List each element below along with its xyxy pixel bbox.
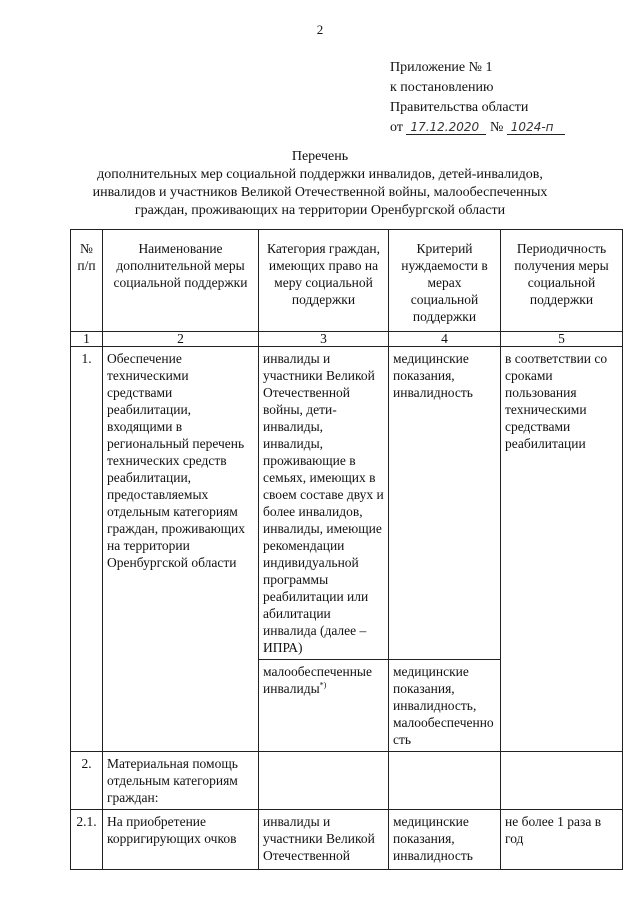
column-number: 3 [259,332,389,347]
document-title [60,148,580,220]
header-cell-criterion: Критерий нуждаемости в мерах социальной поддержки [389,230,501,332]
category-cell [259,660,389,752]
criterion-cell: медицинские показания, инвалидность, малообеспеченность [389,660,501,752]
measure-name-cell: На приобретение корригирующих очков [103,810,259,870]
category-cell: инвалиды и участники Великой Отечественной [259,810,389,870]
header-cell-category: Категория граждан, имеющих право на меру социальной поддержки [259,230,389,332]
row-number: 2.1. [71,810,103,870]
handwritten-date: 17.12.2020 [406,120,486,135]
column-number: 1 [71,332,103,347]
header-cell-period: Периодичность получения меры социальной поддержки [501,230,623,332]
annex-block [390,58,565,138]
title-line-2: дополнительных мер социальной поддержки инвалидов, детей-инвалидов, [97,167,543,182]
column-number: 2 [103,332,259,347]
title-line-1: Перечень [291,149,349,164]
table-row [71,810,623,870]
row-number: 1. [71,347,103,752]
header-cell-num: № п/п [71,230,103,332]
criterion-cell [389,752,501,810]
period-cell: не более 1 раза в год [501,810,623,870]
handwritten-number: 1024-п [507,120,565,135]
criterion-cell: медицинские показания, инвалидность [389,810,501,870]
period-cell [501,752,623,810]
measure-name-cell: Обеспечение техническими средствами реабилитации, входящими в региональный перечень технических средств реабилитации, предоставляемых отдельным категориям граждан, проживающих на территории Оренбургской области [103,347,259,752]
title-line-4: граждан, проживающих на территории Оренбургской области [134,203,506,218]
page-number: 2 [316,22,324,37]
column-number-row [71,332,623,347]
footnote-mark: *) [319,680,327,690]
category-cell [259,752,389,810]
measures-table [70,229,623,870]
header-cell-name: Наименование дополнительной меры социальной поддержки [103,230,259,332]
title-line-3: инвалидов и участников Великой Отечественной войны, малообеспеченных [92,185,548,200]
annex-line-2: к постановлению [390,80,494,95]
column-number: 5 [501,332,623,347]
annex-line-1: Приложение № 1 [390,60,493,75]
row-number: 2. [71,752,103,810]
table-row [71,347,623,660]
measure-name-cell: Материальная помощь отдельным категориям граждан: [103,752,259,810]
annex-number-prefix: № [489,120,504,135]
column-number: 4 [389,332,501,347]
annex-date-prefix: от [390,120,403,135]
annex-line-3: Правительства области [390,100,529,115]
annex-date-line [390,118,565,138]
table-row [71,752,623,810]
category-cell: инвалиды и участники Великой Отечественной войны, дети-инвалиды, инвалиды, проживающие в семьях, имеющих в своем составе двух и более инвалидов, инвалиды, имеющие рекомендации индивидуальной программы реабилитации или абилитации инвалида (далее – ИПРА) [259,347,389,660]
category-text: малообеспеченные инвалиды [263,664,372,696]
period-cell: в соответствии со сроками пользования техническими средствами реабилитации [501,347,623,752]
header-row [71,230,623,332]
criterion-cell: медицинские показания, инвалидность [389,347,501,660]
